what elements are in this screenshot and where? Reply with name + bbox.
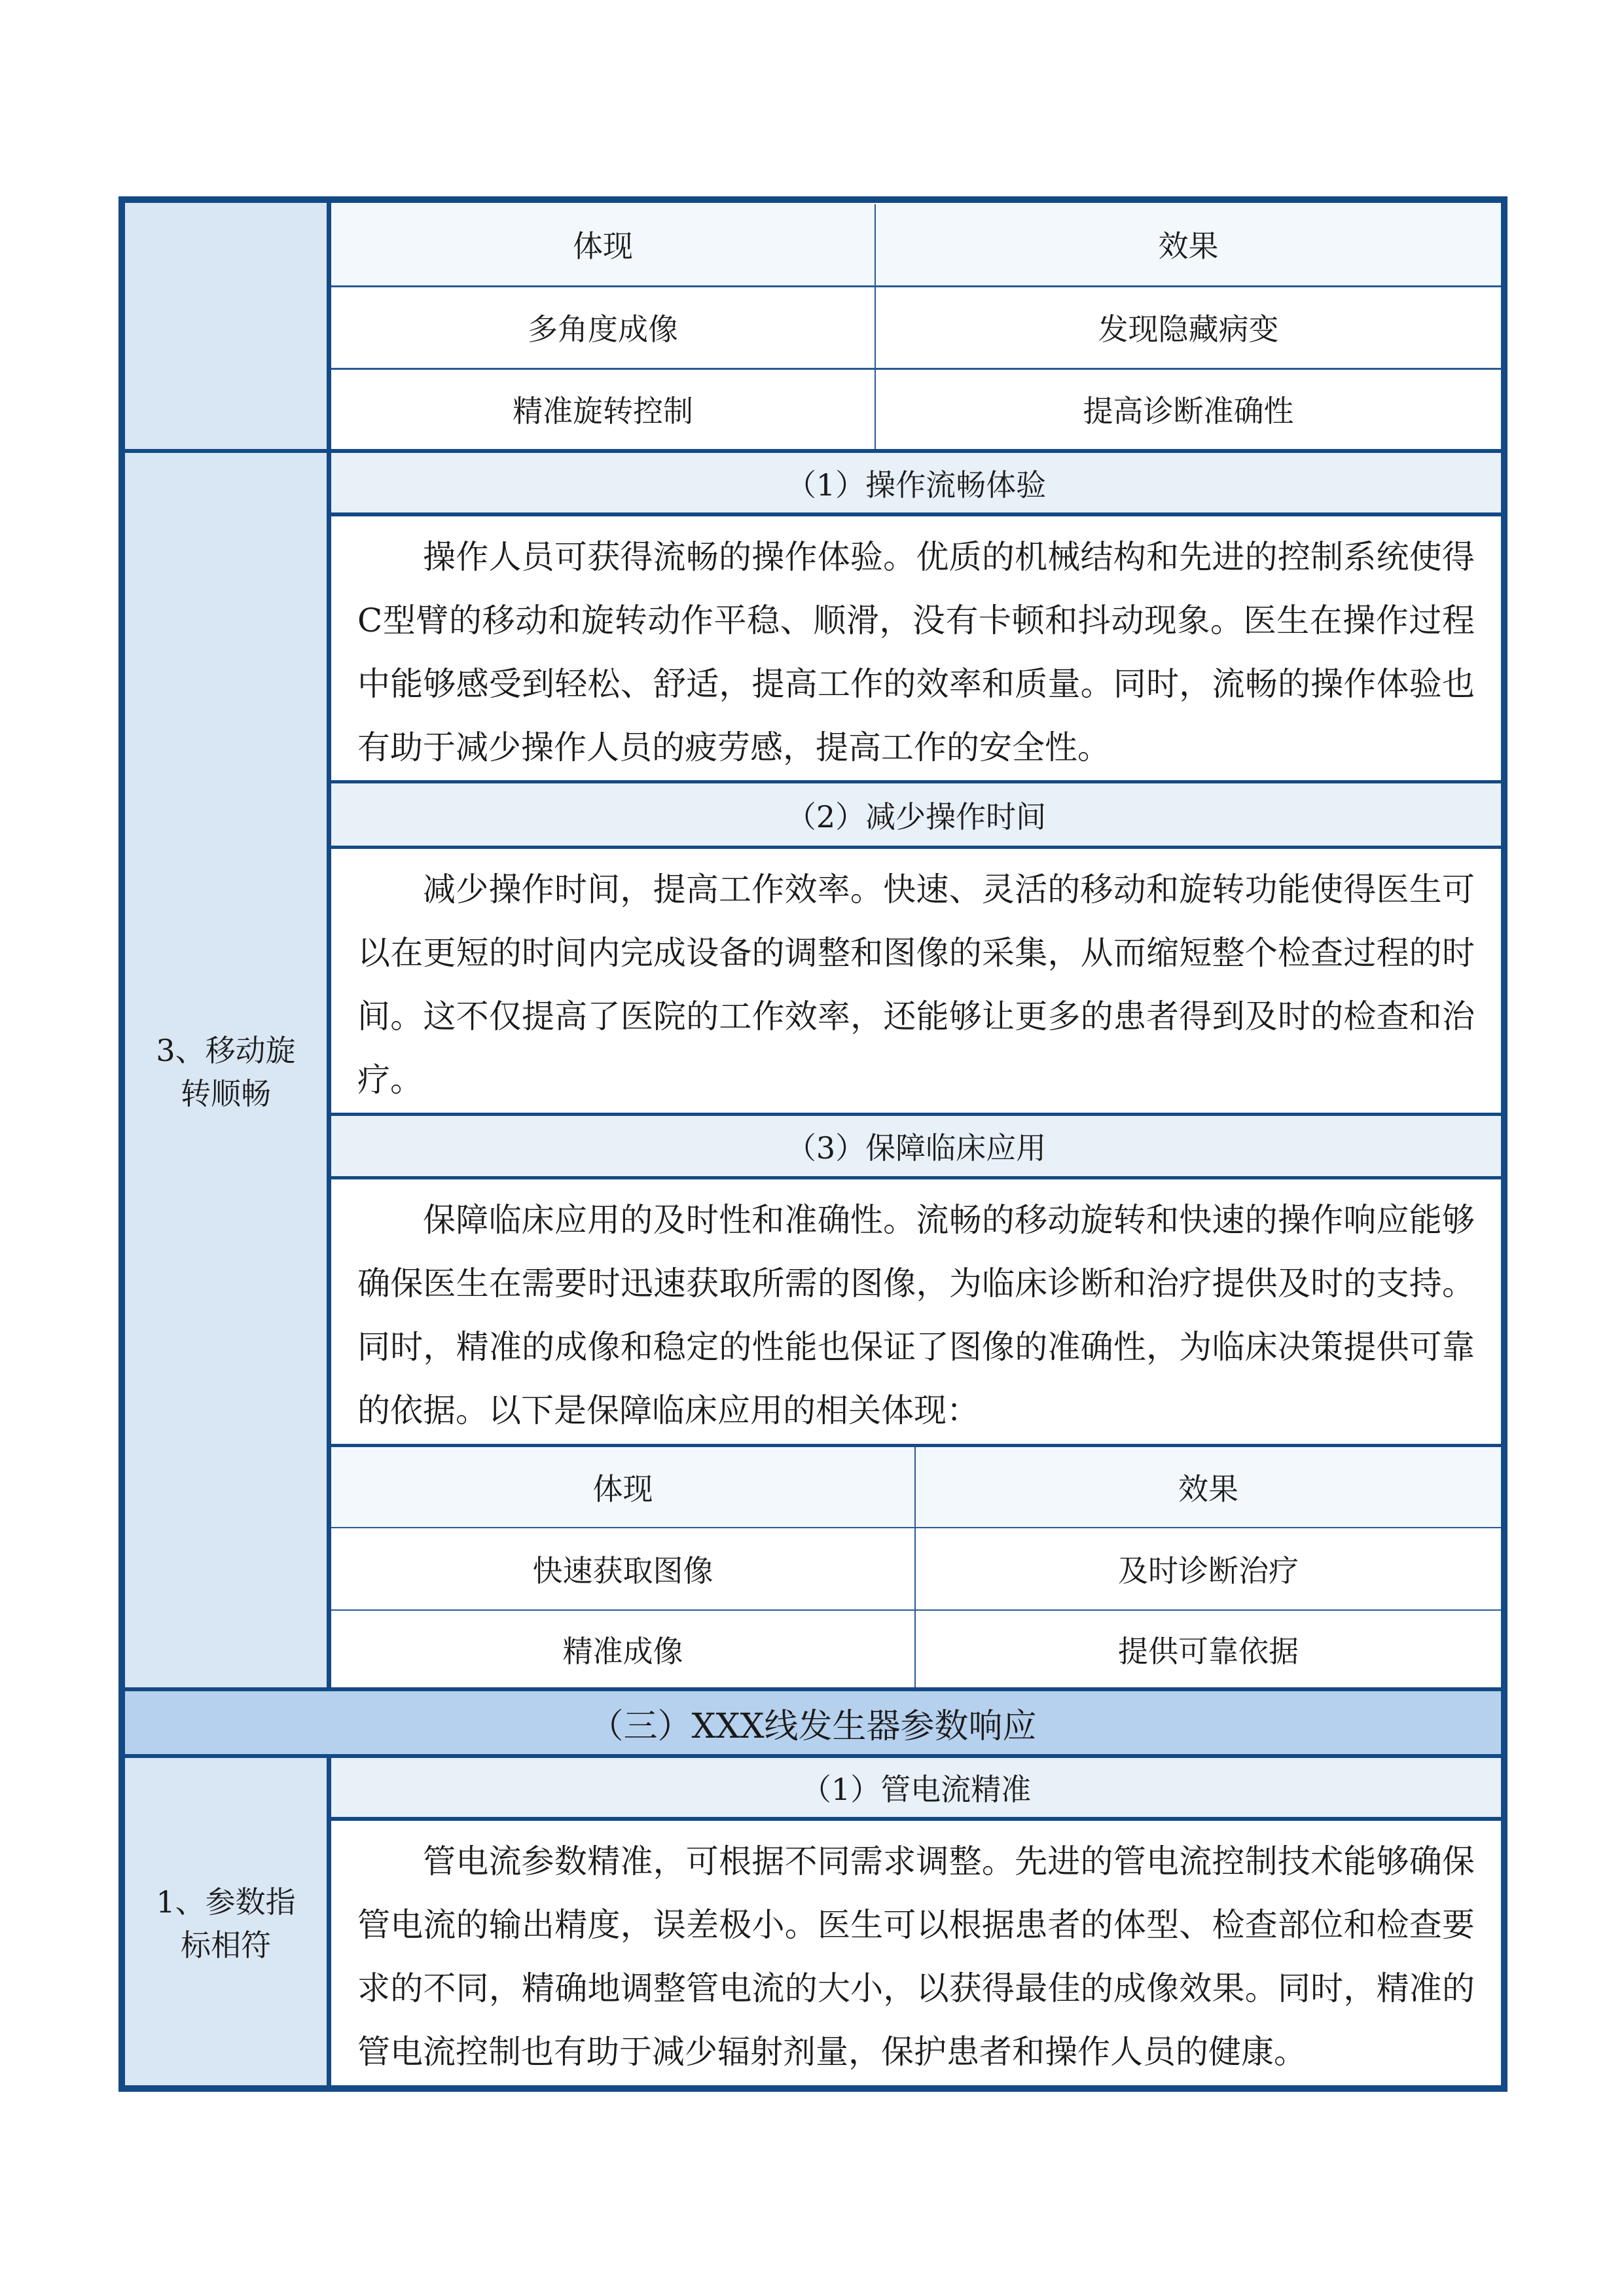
column-divider [327, 203, 331, 1691]
table-header-cell: 体现 [331, 1447, 914, 1527]
subsection-title: （1）操作流畅体验 [331, 453, 1501, 512]
section3-label: 3、移动旋转顺畅 [156, 1033, 296, 1111]
table-cell: 精准旋转控制 [513, 393, 693, 429]
table-cell: 多角度成像 [528, 312, 678, 347]
table-cell: 及时诊断治疗 [1118, 1553, 1299, 1588]
subsection-title: （2）减少操作时间 [331, 783, 1501, 846]
row-divider [331, 285, 1501, 287]
table-cell: 提高诊断准确性 [1083, 393, 1294, 429]
subsection-paragraph: 操作人员可获得流畅的操作体验。优质的机械结构和先进的控制系统使得C型臂的移动和旋转动作平稳、顺滑，没有卡顿和抖动现象。医生在操作过程中能够感受到轻松、舒适，提高工作的效率和质量。同时，流畅的操作体验也有助于减少操作人员的疲劳感，提高工作的安全性。 [357, 538, 1475, 766]
table-header-cell: 效果 [876, 203, 1501, 285]
column-divider [327, 1758, 331, 2085]
left-cell-empty [125, 203, 327, 449]
table-cell: 发现隐藏病变 [1098, 312, 1279, 347]
left-cell-param [125, 1758, 327, 2085]
subsection-paragraph: 管电流参数精准，可根据不同需求调整。先进的管电流控制技术能够确保管电流的输出精度，误差极小。医生可以根据患者的体型、检查部位和检查要求的不同，精确地调整管电流的大小，以获得最佳的成像效果。同时，精准的管电流控制也有助于减少辐射剂量，保护患者和操作人员的健康。 [357, 1842, 1475, 2071]
table-cell: 提供可靠依据 [1118, 1633, 1299, 1669]
subsection-paragraph: 保障临床应用的及时性和准确性。流畅的移动旋转和快速的操作响应能够确保医生在需要时迅速获取所需的图像，为临床诊断和治疗提供及时的支持。同时，精准的成像和稳定的性能也保证了图像的准确性，为临床决策提供可靠的依据。以下是保障临床应用的相关体现： [357, 1201, 1475, 1429]
table-cell: 快速获取图像 [532, 1553, 713, 1588]
row-divider [331, 368, 1501, 370]
param-label: 1、参数指标相符 [156, 1884, 296, 1963]
table-cell: 精准成像 [562, 1633, 683, 1669]
table-header-cell: 体现 [331, 203, 875, 285]
left-cell-section3 [125, 453, 327, 1687]
table-header-cell: 效果 [916, 1447, 1501, 1527]
subsection-paragraph: 减少操作时间，提高工作效率。快速、灵活的移动和旋转功能使得医生可以在更短的时间内完成设备的调整和图像的采集，从而缩短整个检查过程的时间。这不仅提高了医院的工作效率，还能够让更多的患者得到及时的检查和治疗。 [357, 870, 1475, 1099]
col-divider [875, 204, 876, 449]
section-band-title: （三）XXX线发生器参数响应 [125, 1691, 1501, 1754]
subsection-title: （3）保障临床应用 [331, 1116, 1501, 1176]
subsection-title: （1）管电流精准 [331, 1758, 1501, 1817]
